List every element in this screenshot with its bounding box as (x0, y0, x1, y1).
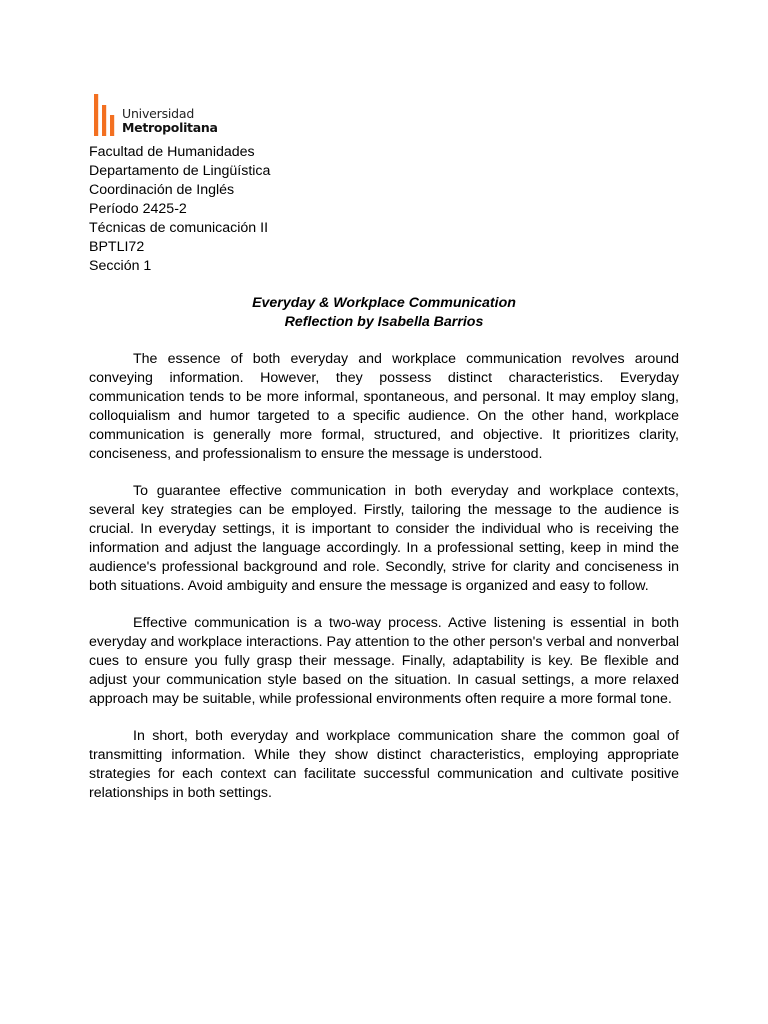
header-faculty: Facultad de Humanidades (89, 144, 255, 160)
paragraph-4: In short, both everyday and workplace communication share the common goal of transmitting information. While they show distinct characteristics, employing appropriate strategies for each context can facilitate successful communication and cultivate positive relationships in both settings. (89, 728, 679, 801)
paragraph-3: Effective communication is a two-way process. Active listening is essential in both everyday and workplace interactions. Pay attention to the other person's verbal and nonverbal cues to ensure you fully grasp their message. Finally, adaptability is key. Be flexible and adjust your communication style based on the situation. In casual settings, a more relaxed approach may be suitable, while professional environments often require a more formal tone. (89, 615, 679, 707)
paragraph-1: The essence of both everyday and workplace communication revolves around conveying information. However, they possess distinct characteristics. Everyday communication tends to be more informal, spontaneous, and personal. It may employ slang, colloquialism and humor targeted to a specific audience. On the other hand, workplace communication is generally more formal, structured, and objective. It prioritizes clarity, conciseness, and professionalism to ensure the message is understood. (89, 351, 679, 462)
university-logo (93, 93, 223, 138)
logo-line-metropolitana: Metropolitana (122, 120, 218, 135)
header-department: Departamento de Lingüística (89, 163, 271, 179)
header-course: Técnicas de comunicación II (89, 220, 269, 236)
title-main: Everyday & Workplace Communication (252, 295, 516, 311)
title-byline: Reflection by Isabella Barrios (284, 314, 484, 330)
header-coordination: Coordinación de Inglés (89, 182, 235, 198)
header-period: Período 2425-2 (89, 201, 187, 217)
logo-wordmark (122, 107, 218, 135)
document-title (0, 294, 768, 332)
header-course-code: BPTLI72 (89, 239, 145, 255)
course-header (89, 143, 489, 276)
paragraph-2: To guarantee effective communication in both everyday and workplace contexts, several key strategies can be employed. Firstly, tailoring the message to the audience is crucial. In everyday settings, it is important to consider the individual who is receiving the information and adjust the language accordingly. In a professional setting, keep in mind the audience's professional background and role. Secondly, strive for clarity and conciseness in both situations. Avoid ambiguity and ensure the message is organized and easy to follow. (89, 483, 679, 594)
header-section: Sección 1 (89, 258, 152, 274)
logo-mark-icon (93, 93, 117, 137)
logo-line-universidad: Universidad (122, 106, 195, 121)
